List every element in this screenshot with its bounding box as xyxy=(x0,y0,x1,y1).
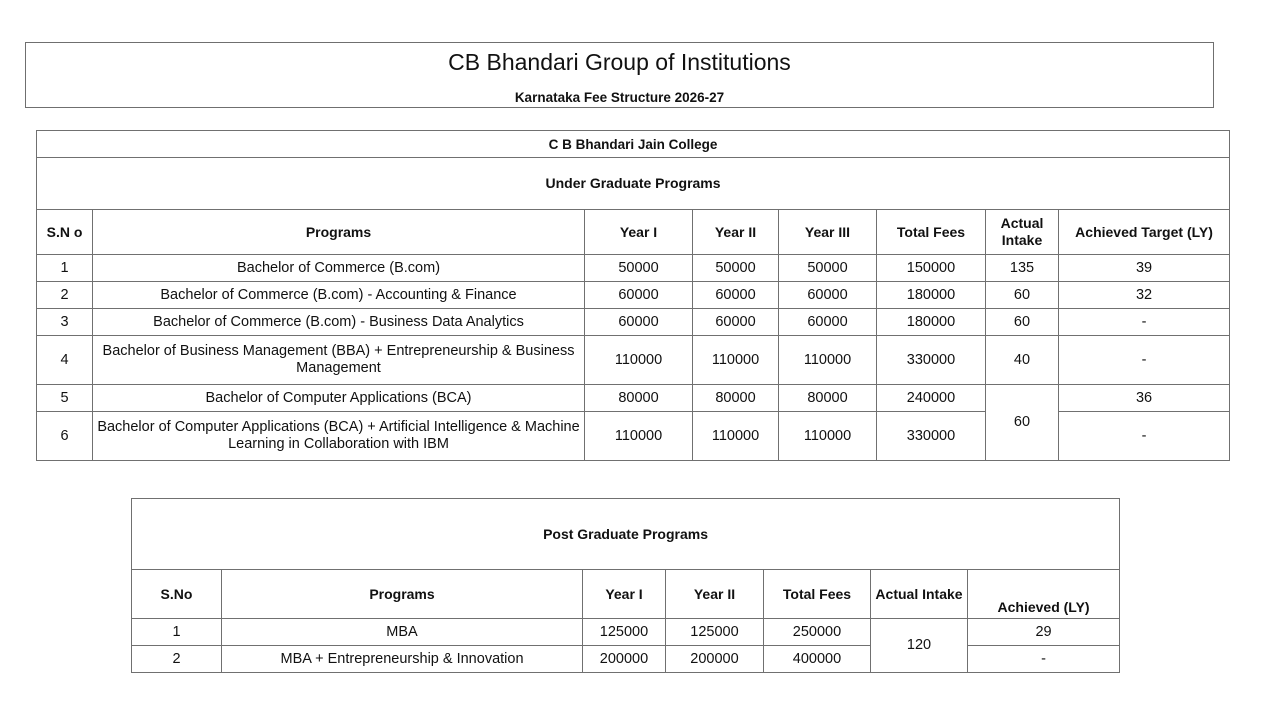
column-header-achieved: Achieved (LY) xyxy=(968,570,1120,619)
year-3-fee-cell: 80000 xyxy=(779,385,877,412)
program-cell: Bachelor of Computer Applications (BCA) + Artificial Intelligence & Machine Learning in Collaboration with IBM xyxy=(93,412,585,461)
institution-header xyxy=(25,42,1214,108)
sno-cell: 1 xyxy=(132,619,222,646)
total-fees-cell: 250000 xyxy=(764,619,871,646)
column-header-year-2: Year II xyxy=(693,210,779,255)
year-3-fee-cell: 110000 xyxy=(779,412,877,461)
column-header-year-3: Year III xyxy=(779,210,877,255)
program-cell: Bachelor of Commerce (B.com) - Accounting & Finance xyxy=(93,282,585,309)
achieved-cell: - xyxy=(1059,309,1230,336)
column-header-programs: Programs xyxy=(93,210,585,255)
column-header-achieved-target: Achieved Target (LY) xyxy=(1059,210,1230,255)
program-cell: MBA xyxy=(222,619,583,646)
year-1-fee-cell: 50000 xyxy=(585,255,693,282)
column-header-year-1: Year I xyxy=(583,570,666,619)
year-2-fee-cell: 80000 xyxy=(693,385,779,412)
total-fees-cell: 180000 xyxy=(877,282,986,309)
sno-cell: 2 xyxy=(37,282,93,309)
year-3-fee-cell: 60000 xyxy=(779,282,877,309)
year-2-fee-cell: 200000 xyxy=(666,646,764,673)
table-row xyxy=(37,282,1230,309)
total-fees-cell: 330000 xyxy=(877,336,986,385)
total-fees-cell: 240000 xyxy=(877,385,986,412)
year-2-fee-cell: 50000 xyxy=(693,255,779,282)
sno-cell: 5 xyxy=(37,385,93,412)
year-2-fee-cell: 125000 xyxy=(666,619,764,646)
year-2-fee-cell: 110000 xyxy=(693,336,779,385)
year-1-fee-cell: 125000 xyxy=(583,619,666,646)
achieved-cell: 29 xyxy=(968,619,1120,646)
table-row xyxy=(37,309,1230,336)
achieved-cell: 32 xyxy=(1059,282,1230,309)
table-row xyxy=(132,619,1120,646)
achieved-cell: - xyxy=(1059,336,1230,385)
program-cell: Bachelor of Commerce (B.com) - Business Data Analytics xyxy=(93,309,585,336)
sno-cell: 2 xyxy=(132,646,222,673)
year-1-fee-cell: 60000 xyxy=(585,309,693,336)
ug-section-title: Under Graduate Programs xyxy=(37,158,1230,210)
column-header-year-1: Year I xyxy=(585,210,693,255)
sno-cell: 6 xyxy=(37,412,93,461)
column-header-actual-intake: Actual Intake xyxy=(871,570,968,619)
institution-title: CB Bhandari Group of Institutions xyxy=(448,49,791,75)
column-header-sno: S.No xyxy=(132,570,222,619)
year-2-fee-cell: 60000 xyxy=(693,282,779,309)
year-2-fee-cell: 60000 xyxy=(693,309,779,336)
achieved-cell: - xyxy=(968,646,1120,673)
intake-cell-merged: 60 xyxy=(986,385,1059,461)
table-row xyxy=(37,336,1230,385)
sno-cell: 4 xyxy=(37,336,93,385)
total-fees-cell: 150000 xyxy=(877,255,986,282)
sno-cell: 1 xyxy=(37,255,93,282)
achieved-cell: - xyxy=(1059,412,1230,461)
achieved-cell: 36 xyxy=(1059,385,1230,412)
program-cell: Bachelor of Business Management (BBA) + Entrepreneurship & Business Management xyxy=(93,336,585,385)
pg-section-title: Post Graduate Programs xyxy=(132,499,1120,570)
column-header-actual-intake: Actual Intake xyxy=(986,210,1059,255)
undergraduate-fee-table xyxy=(36,130,1230,461)
column-header-total-fees: Total Fees xyxy=(764,570,871,619)
achieved-cell: 39 xyxy=(1059,255,1230,282)
intake-cell: 60 xyxy=(986,282,1059,309)
year-1-fee-cell: 80000 xyxy=(585,385,693,412)
year-1-fee-cell: 200000 xyxy=(583,646,666,673)
intake-cell: 60 xyxy=(986,309,1059,336)
fee-structure-subtitle: Karnataka Fee Structure 2026-27 xyxy=(514,90,725,105)
table-row xyxy=(132,646,1120,673)
table-row xyxy=(37,255,1230,282)
total-fees-cell: 400000 xyxy=(764,646,871,673)
year-3-fee-cell: 50000 xyxy=(779,255,877,282)
year-1-fee-cell: 110000 xyxy=(585,336,693,385)
column-header-year-2: Year II xyxy=(666,570,764,619)
college-name: C B Bhandari Jain College xyxy=(37,131,1230,158)
year-3-fee-cell: 60000 xyxy=(779,309,877,336)
program-cell: MBA + Entrepreneurship & Innovation xyxy=(222,646,583,673)
column-header-total-fees: Total Fees xyxy=(877,210,986,255)
program-cell: Bachelor of Computer Applications (BCA) xyxy=(93,385,585,412)
intake-cell: 40 xyxy=(986,336,1059,385)
total-fees-cell: 330000 xyxy=(877,412,986,461)
year-2-fee-cell: 110000 xyxy=(693,412,779,461)
year-1-fee-cell: 60000 xyxy=(585,282,693,309)
intake-cell-merged: 120 xyxy=(871,619,968,673)
year-1-fee-cell: 110000 xyxy=(585,412,693,461)
year-3-fee-cell: 110000 xyxy=(779,336,877,385)
intake-cell: 135 xyxy=(986,255,1059,282)
column-header-programs: Programs xyxy=(222,570,583,619)
program-cell: Bachelor of Commerce (B.com) xyxy=(93,255,585,282)
postgraduate-fee-table xyxy=(131,498,1120,673)
column-header-sno: S.N o xyxy=(37,210,93,255)
table-row xyxy=(37,385,1230,412)
sno-cell: 3 xyxy=(37,309,93,336)
total-fees-cell: 180000 xyxy=(877,309,986,336)
